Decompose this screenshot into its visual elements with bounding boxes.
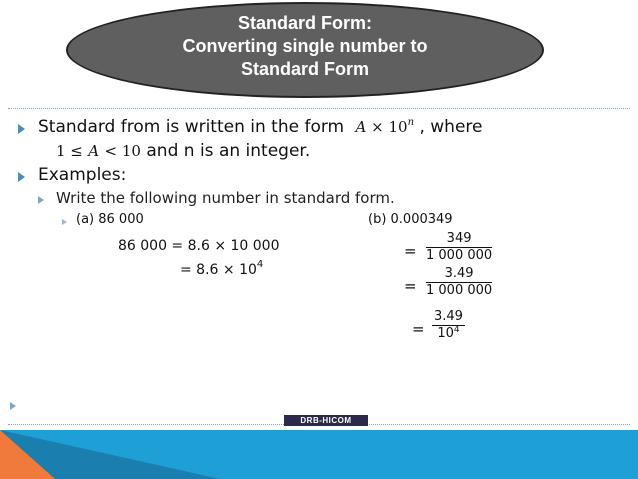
sub-bullet-arrow-icon (38, 196, 44, 204)
top-divider (8, 108, 630, 109)
example-b-equals-1: = (404, 242, 417, 260)
empty-bullet-arrow-icon (10, 402, 16, 410)
examples-heading: Examples: (38, 165, 127, 185)
example-b-fraction-2: $\frac{3.49}{1 000 000}$ (426, 266, 493, 298)
title-line-2: Converting single number to (182, 36, 428, 56)
example-a-line-2: = $8.6 \times 10^4$ (180, 259, 264, 278)
definition-formula: $A \times 10^n$ (355, 117, 415, 136)
definition-where: , where (419, 117, 483, 137)
bullet-arrow-icon (18, 124, 25, 134)
bullet-arrow-icon (18, 172, 25, 182)
example-b-label: (b) 0.000349 (368, 212, 453, 227)
example-b-fraction-1: $\frac{349}{1 000 000}$ (426, 231, 493, 263)
bullet-definition (38, 117, 482, 137)
example-b-equals-3: = (412, 320, 425, 338)
slide-title (66, 12, 544, 81)
company-logo: DRB-HICOM (284, 415, 368, 426)
example-b-equals-2: = (404, 277, 417, 295)
example-a-label: (a) 86 000 (76, 212, 144, 227)
bottom-orange-accent (0, 430, 55, 479)
examples-instruction: Write the following number in standard form. (56, 189, 395, 207)
definition-text: Standard from is written in the form (38, 117, 345, 137)
example-b-fraction-3: $\frac{3.49}{10^4}$ (434, 309, 463, 341)
sub-sub-bullet-arrow-icon (62, 219, 67, 225)
title-line-3: Standard Form (240, 59, 369, 79)
example-a-line-1: 86 000 = 8.6 × 10 000 (118, 238, 280, 254)
definition-condition: 1 ≤ A < 10 and n is an integer. (56, 141, 311, 161)
title-line-1: Standard Form: (237, 13, 372, 33)
